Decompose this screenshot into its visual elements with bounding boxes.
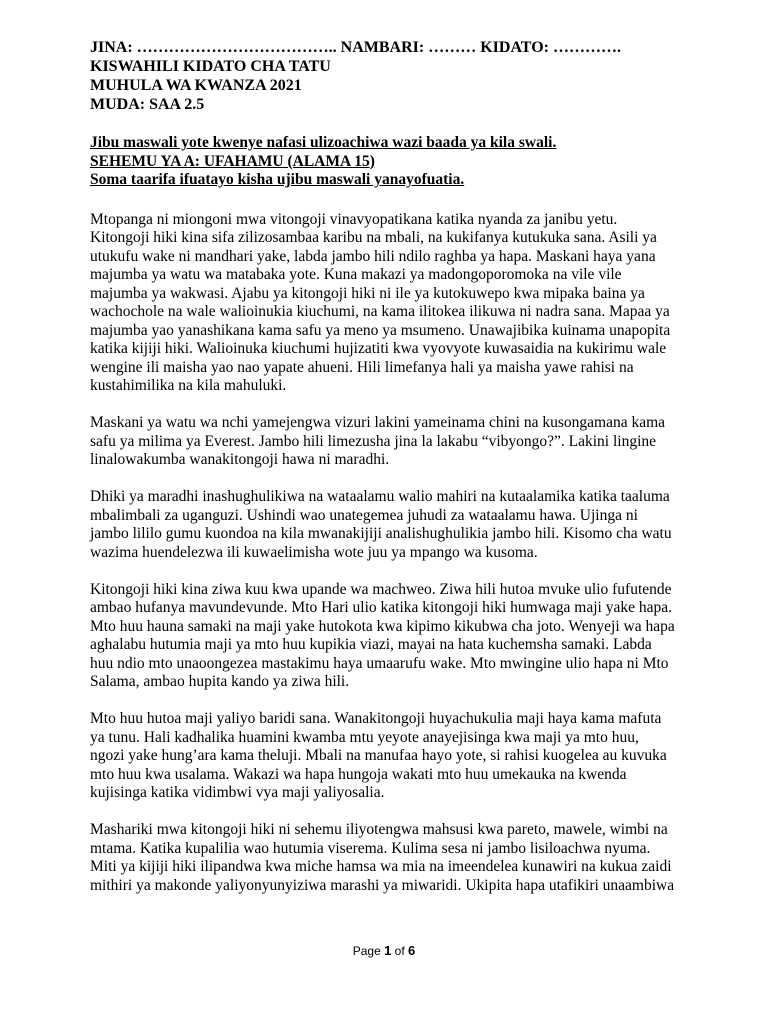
passage-paragraph-2: Maskani ya watu wa nchi yamejengwa vizuri lakini yameinama chini na kusongamana kama safu ya milima ya Everest. Jambo hili limezusha jina la lakabu “vibyongo?”. Lakini lingine linalowakumba wanakitongoji hawa ni maradhi. bbox=[90, 414, 666, 468]
document-page bbox=[90, 38, 720, 914]
student-info-line: JINA: ……………………………….. NAMBARI: ……… KIDATO: …………. bbox=[90, 39, 621, 56]
page-current-number: 1 bbox=[384, 943, 392, 958]
page-word: Page bbox=[352, 944, 381, 958]
page-footer bbox=[0, 943, 768, 958]
passage-paragraph-5: Mto huu hutoa maji yaliyo baridi sana. Wanakitongoji huyachukulia maji haya kama mafuta ya tunu. Hali kadhalika huamini kwamba mtu yeyote anayejisinga kwa maji ya mto huu, ngozi yake hung’ara kama theluji. Mbali na manufaa hayo yote, si rahisi kuogelea au kuvuka mto huu kwa usalama. Wakazi wa hapa hungoja wakati mto huu umekauka na kwenda kujisinga katika vidimbwi vya maji yaliyosalia. bbox=[90, 710, 667, 801]
passage-paragraph-6: Mashariki mwa kitongoji hiki ni sehemu iliyotengwa mahsusi kwa pareto, mawele, wimbi na mtama. Katika kupalilia wao hutumia viserema. Kulima sesa ni jambo lisiloachwa nyuma. Miti ya kijiji hiki ilipandwa kwa miche hamsa wa mia na imeendelea kunawiri na kukua zaidi mithiri ya makonde yaliyonyunyiziwa marashi ya miwaridi. Ukipita hapa utafikiri unaambiwa bbox=[90, 821, 675, 894]
subject-title: KISWAHILI KIDATO CHA TATU bbox=[90, 58, 331, 75]
instructions-block bbox=[90, 134, 720, 190]
general-instruction: Jibu maswali yote kwenye nafasi ulizoachiwa wazi baada ya kila swali. bbox=[90, 134, 557, 151]
comprehension-passage bbox=[90, 211, 720, 896]
term-title: MUHULA WA KWANZA 2021 bbox=[90, 77, 302, 94]
passage-paragraph-1: Mtopanga ni miongoni mwa vitongoji vinavyopatikana katika nyanda za janibu yetu. Kitongoji hiki kina sifa zilizosambaa karibu na mbali, na kukifanya kutukuka sana. Asili ya utukufu wake ni mandhari yake, labda jambo hili ndilo raghba ya hapa. Maskani haya yana majumba ya watu wa matabaka yote. Kuna makazi ya madongoporomoka na vile vile majumba ya wakwasi. Ajabu ya kitongoji hiki ni ile ya kutokuwepo kwa mipaka baina ya wachochole na wale walioinukia kiuchumi, na kama ilitokea ilikuwa ni nadra sana. Mapaa ya majumba yao yanashikana kama safu ya meno ya msumeno. Unawajibika kuinama unapopita katika kijiji hiki. Walioinuka kiuchumi hujizatiti kwa vyovyote kuwasaidia na kukirimu wale wengine ili maisha yao nao yapate ahueni. Hili limefanya hali ya maisha yawe rahisi na kustahimilika na kila mahuluki. bbox=[90, 210, 671, 394]
page-total-number: 6 bbox=[408, 943, 416, 958]
passage-instruction: Soma taarifa ifuatayo kisha ujibu maswali yanayofuatia. bbox=[90, 171, 465, 188]
duration-line: MUDA: SAA 2.5 bbox=[90, 96, 205, 113]
section-heading: SEHEMU YA A: UFAHAMU (ALAMA 15) bbox=[90, 152, 375, 170]
of-word: of bbox=[394, 944, 405, 958]
passage-paragraph-3: Dhiki ya maradhi inashughulikiwa na wataalamu walio mahiri na kutaalamika katika taaluma mbalimbali za uganguzi. Ushindi wao unategemea juhudi za wataalamu hawa. Ujinga ni jambo lililo gumu kuondoa na kila mwanakijiji analishughulikia jambo hili. Kisomo cha watu wazima huendelezwa ili kuwaelimisha wote juu ya mpango wa kusoma. bbox=[90, 488, 672, 561]
passage-paragraph-4: Kitongoji hiki kina ziwa kuu kwa upande wa machweo. Ziwa hili hutoa mvuke ulio fufutende ambao hufanya mavundevunde. Mto Hari ulio katika kitongoji hiki humwaga maji yake hapa. Mto huu hauna samaki na maji yake hutokota kwa kipimo kikubwa cha joto. Wenyeji wa hapa aghalabu hutumia maji ya mto huu kupikia viazi, mayai na hata kuchemsha samaki. Labda huu ndio mto unaoongezea mastakimu haya umaarufu wake. Mto mwingine ulio hapa ni Mto Salama, ambao hupita kando ya ziwa hili. bbox=[90, 580, 675, 690]
exam-header bbox=[90, 38, 720, 114]
